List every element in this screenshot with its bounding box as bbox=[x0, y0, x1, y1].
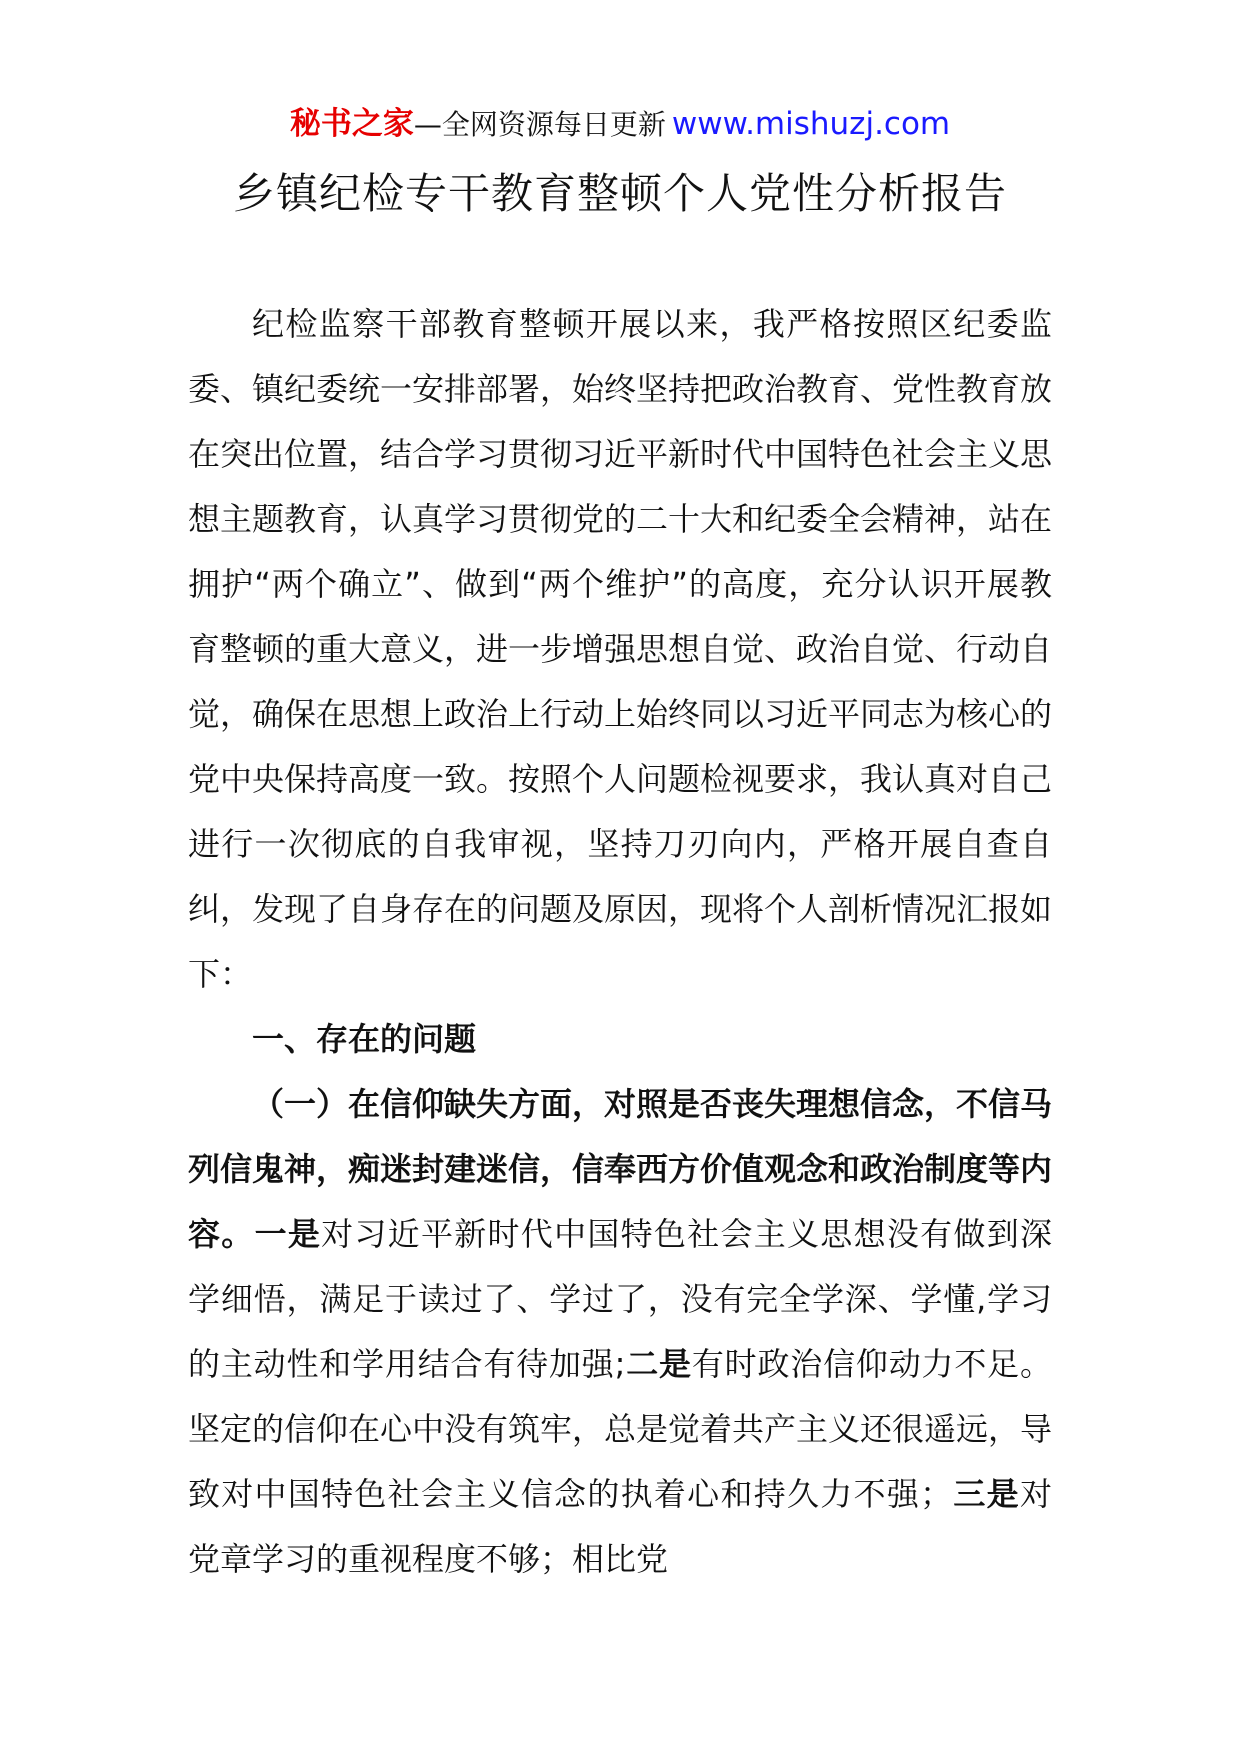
document-body bbox=[188, 292, 1052, 1592]
point-3-text: 对党章学习的重视程度不够；相比党 bbox=[188, 1475, 1052, 1578]
intro-paragraph: 纪检监察干部教育整顿开展以来，我严格按照区纪委监委、镇纪委统一安排部署，始终坚持把政治教育、党性教育放在突出位置，结合学习贯彻习近平新时代中国特色社会主义思想主题教育，认真学习贯彻党的二十大和纪委全会精神，站在拥护“两个确立”、做到“两个维护”的高度，充分认识开展教育整顿的重大意义，进一步增强思想自觉、政治自觉、行动自觉，确保在思想上政治上行动上始终同以习近平同志为核心的党中央保持高度一致。按照个人问题检视要求，我认真对自己进行一次彻底的自我审视，坚持刀刃向内，严格开展自查自纠，发现了自身存在的问题及原因，现将个人剖析情况汇报如下： bbox=[188, 305, 1053, 993]
section-heading: 一、存在的问题 bbox=[252, 1020, 477, 1058]
point-1-text: 对习近平新时代中国特色社会主义思想没有做到深学细悟，满足于读过了、学过了，没有完全学深、学懂,学习的主动性和学用结合有待加强; bbox=[188, 1215, 1052, 1383]
site-url-link[interactable]: www.mishuzj.com bbox=[671, 106, 951, 142]
point-3-label: 三是 bbox=[952, 1475, 1020, 1513]
point-2-text: 有时政治信仰动力不足。坚定的信仰在心中没有筑牢，总是觉着共产主义还很遥远，导致对中国特色社会主义信念的执着心和持久力不强； bbox=[188, 1345, 1053, 1513]
site-header bbox=[0, 104, 1240, 145]
point-1-label: 一是 bbox=[254, 1215, 322, 1253]
document-title: 乡镇纪检专干教育整顿个人党性分析报告 bbox=[232, 169, 1007, 218]
brand-name: 秘书之家 bbox=[289, 106, 414, 142]
subsection-heading: （一）在信仰缺失方面，对照是否丧失理想信念，不信马列信鬼神，痴迷封建迷信，信奉西方价值观念和政治制度等内容。 bbox=[188, 1085, 1053, 1253]
subsection-paragraph bbox=[188, 1072, 1052, 1592]
point-2-label: 二是 bbox=[625, 1345, 692, 1383]
brand-tagline: —全网资源每日更新 bbox=[413, 108, 666, 141]
